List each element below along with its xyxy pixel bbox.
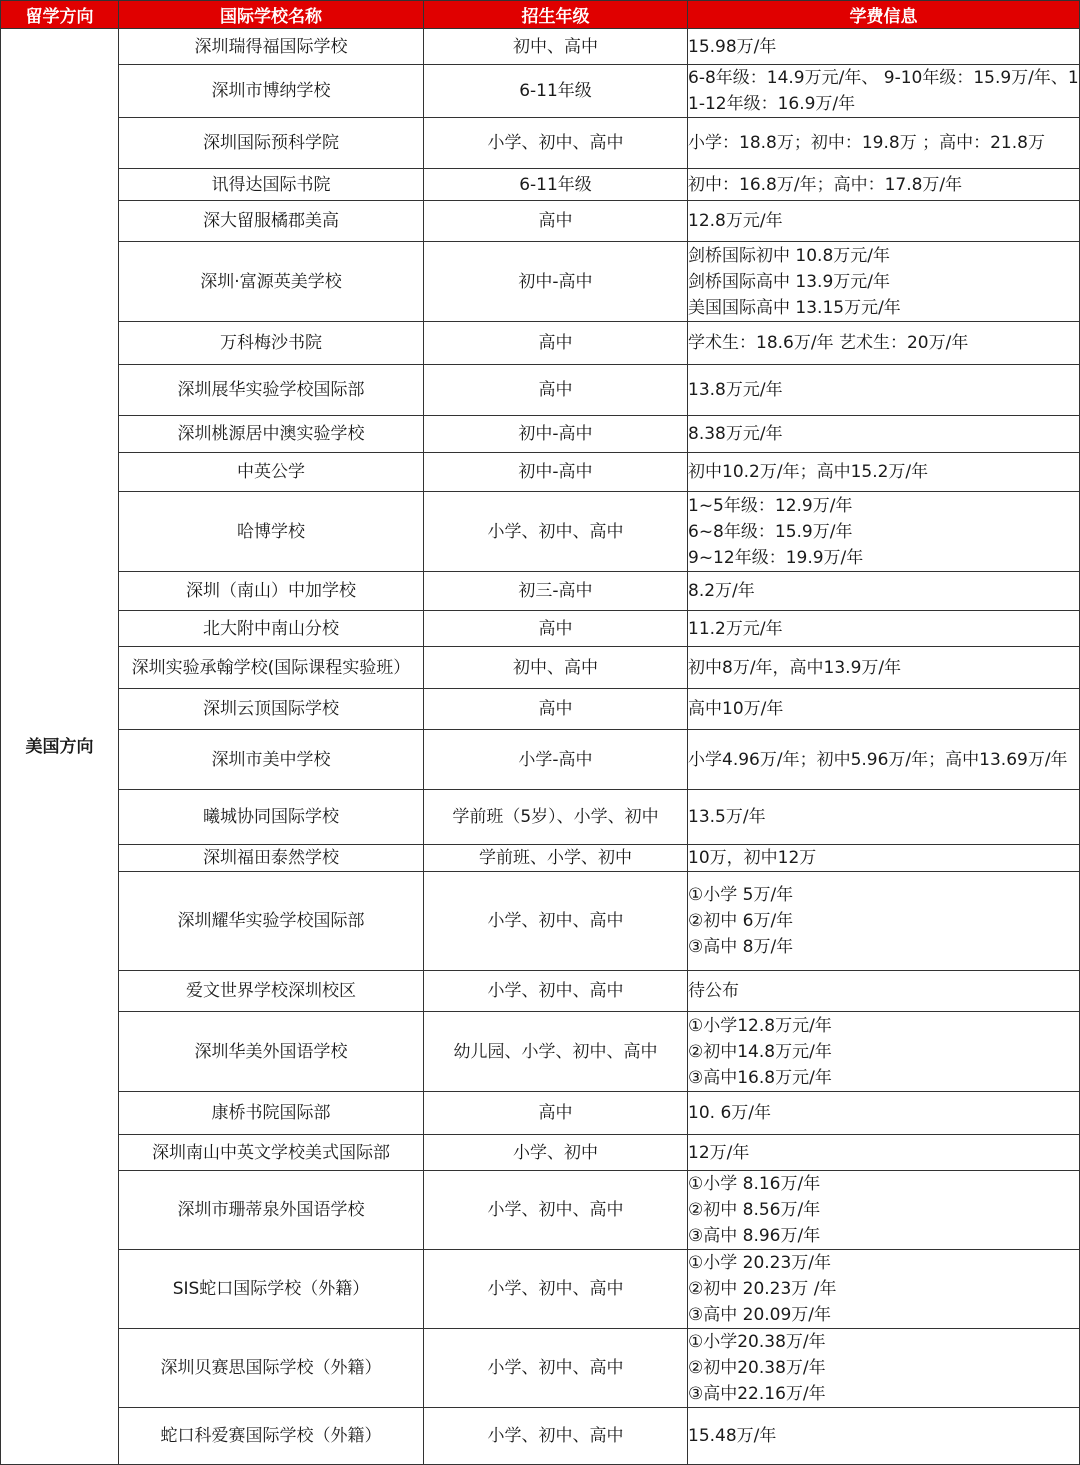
grades-cell: 6-11年级 bbox=[424, 169, 688, 201]
tuition-line: 9~12年级：19.9万/年 bbox=[688, 547, 864, 568]
table-row bbox=[1, 65, 1080, 118]
tuition-line: 15.48万/年 bbox=[688, 1426, 777, 1446]
school-name-cell: 曦城协同国际学校 bbox=[119, 790, 424, 845]
table-row bbox=[1, 1171, 1080, 1250]
tuition-cell bbox=[688, 647, 1080, 689]
school-name-cell: 深圳实验承翰学校(国际课程实验班） bbox=[119, 647, 424, 689]
tuition-cell bbox=[688, 365, 1080, 416]
tuition-line: 8.2万/年 bbox=[688, 581, 755, 601]
tuition-line: 初中8万/年，高中13.9万/年 bbox=[688, 657, 902, 678]
tuition-cell bbox=[688, 416, 1080, 453]
school-name-cell: 深圳·富源英美学校 bbox=[119, 242, 424, 322]
school-name-cell: 深圳华美外国语学校 bbox=[119, 1012, 424, 1092]
school-name-cell: 深圳瑞得福国际学校 bbox=[119, 29, 424, 65]
grades-cell: 初中-高中 bbox=[424, 416, 688, 453]
table-row bbox=[1, 1250, 1080, 1329]
tuition-line: 10. 6万/年 bbox=[688, 1103, 771, 1123]
tuition-line: 15.98万/年 bbox=[688, 36, 777, 57]
grades-cell: 小学、初中、高中 bbox=[424, 1250, 688, 1329]
tuition-cell bbox=[688, 322, 1080, 365]
tuition-line: 小学4.96万/年；初中5.96万/年；高中13.69万/年 bbox=[688, 749, 1068, 770]
tuition-line: 美国国际高中 13.15万元/年 bbox=[688, 297, 901, 318]
tuition-line: ③高中16.8万元/年 bbox=[688, 1067, 832, 1088]
table-row bbox=[1, 242, 1080, 322]
header-row bbox=[1, 1, 1080, 29]
tuition-cell bbox=[688, 1012, 1080, 1092]
grades-cell: 初三-高中 bbox=[424, 572, 688, 611]
school-name-cell: 深圳贝赛思国际学校（外籍） bbox=[119, 1329, 424, 1408]
school-name-cell: 深圳福田泰然学校 bbox=[119, 845, 424, 872]
table-row bbox=[1, 790, 1080, 845]
grades-cell: 小学-高中 bbox=[424, 730, 688, 790]
grades-cell: 高中 bbox=[424, 611, 688, 647]
table-row bbox=[1, 453, 1080, 492]
tuition-cell bbox=[688, 1135, 1080, 1171]
tuition-cell bbox=[688, 201, 1080, 242]
tuition-line: 11.2万元/年 bbox=[688, 618, 783, 639]
tuition-line: ③高中 8万/年 bbox=[688, 937, 794, 957]
school-name-cell: 蛇口科爱赛国际学校（外籍） bbox=[119, 1408, 424, 1465]
tuition-line: 待公布 bbox=[688, 981, 739, 1001]
grades-cell: 小学、初中、高中 bbox=[424, 118, 688, 169]
tuition-cell bbox=[688, 118, 1080, 169]
tuition-cell bbox=[688, 1250, 1080, 1329]
tuition-line: ②初中 8.56万/年 bbox=[688, 1200, 821, 1220]
tuition-cell bbox=[688, 453, 1080, 492]
tuition-line: 学术生：18.6万/年 艺术生：20万/年 bbox=[688, 333, 969, 353]
grades-cell: 初中-高中 bbox=[424, 453, 688, 492]
tuition-line: 剑桥国际高中 13.9万元/年 bbox=[688, 271, 890, 292]
grades-cell: 初中、高中 bbox=[424, 647, 688, 689]
school-name-cell: 深圳市博纳学校 bbox=[119, 65, 424, 118]
tuition-line: 10万，初中12万 bbox=[688, 848, 817, 868]
grades-cell: 小学、初中、高中 bbox=[424, 872, 688, 971]
tuition-line: ③高中22.16万/年 bbox=[688, 1384, 826, 1404]
tuition-line: 12.8万元/年 bbox=[688, 211, 783, 231]
school-name-cell: 哈博学校 bbox=[119, 492, 424, 572]
table-row bbox=[1, 1012, 1080, 1092]
tuition-cell bbox=[688, 730, 1080, 790]
tuition-cell bbox=[688, 872, 1080, 971]
grades-cell: 高中 bbox=[424, 689, 688, 730]
table-row bbox=[1, 322, 1080, 365]
grades-cell: 高中 bbox=[424, 365, 688, 416]
header-direction: 留学方向 bbox=[1, 1, 119, 29]
table-row bbox=[1, 492, 1080, 572]
tuition-line: 小学：18.8万；初中：19.8万 ；高中：21.8万 bbox=[688, 133, 1045, 153]
school-name-cell: 深圳桃源居中澳实验学校 bbox=[119, 416, 424, 453]
table-body bbox=[1, 29, 1080, 1465]
grades-cell: 学前班、小学、初中 bbox=[424, 845, 688, 872]
tuition-line: 剑桥国际初中 10.8万元/年 bbox=[688, 245, 890, 266]
tuition-line: 高中10万/年 bbox=[688, 699, 784, 719]
grades-cell: 小学、初中、高中 bbox=[424, 971, 688, 1012]
tuition-cell bbox=[688, 572, 1080, 611]
grades-cell: 幼儿园、小学、初中、高中 bbox=[424, 1012, 688, 1092]
table-row bbox=[1, 647, 1080, 689]
tuition-line: 1~5年级：12.9万/年 bbox=[688, 495, 853, 516]
grades-cell: 6-11年级 bbox=[424, 65, 688, 118]
tuition-cell bbox=[688, 1171, 1080, 1250]
tuition-cell bbox=[688, 65, 1080, 118]
school-name-cell: 爱文世界学校深圳校区 bbox=[119, 971, 424, 1012]
table-row bbox=[1, 1092, 1080, 1135]
tuition-line: ②初中 6万/年 bbox=[688, 911, 794, 931]
school-name-cell: 深圳耀华实验学校国际部 bbox=[119, 872, 424, 971]
table-row bbox=[1, 29, 1080, 65]
tuition-line: ①小学20.38万/年 bbox=[688, 1332, 826, 1352]
school-name-cell: 深圳国际预科学院 bbox=[119, 118, 424, 169]
school-name-cell: 深圳云顶国际学校 bbox=[119, 689, 424, 730]
tuition-line: ②初中20.38万/年 bbox=[688, 1358, 826, 1378]
tuition-cell bbox=[688, 689, 1080, 730]
tuition-line: 6-8年级：14.9万元/年、 9-10年级：15.9万/年、11-12年级：16.9万/年 bbox=[688, 68, 1079, 114]
school-name-cell: 深圳（南山）中加学校 bbox=[119, 572, 424, 611]
table-row bbox=[1, 416, 1080, 453]
tuition-line: 8.38万元/年 bbox=[688, 424, 783, 444]
header-tuition: 学费信息 bbox=[688, 1, 1080, 29]
school-name-cell: 北大附中南山分校 bbox=[119, 611, 424, 647]
direction-cell: 美国方向 bbox=[1, 29, 119, 1465]
grades-cell: 初中、高中 bbox=[424, 29, 688, 65]
tuition-cell bbox=[688, 971, 1080, 1012]
grades-cell: 学前班（5岁）、小学、初中 bbox=[424, 790, 688, 845]
header-grades: 招生年级 bbox=[424, 1, 688, 29]
tuition-line: ①小学 20.23万/年 bbox=[688, 1253, 832, 1273]
tuition-cell bbox=[688, 845, 1080, 872]
tuition-line: 13.5万/年 bbox=[688, 807, 766, 827]
school-name-cell: 万科梅沙书院 bbox=[119, 322, 424, 365]
table-row bbox=[1, 572, 1080, 611]
table-row bbox=[1, 730, 1080, 790]
tuition-line: ①小学12.8万元/年 bbox=[688, 1015, 832, 1036]
tuition-cell bbox=[688, 1092, 1080, 1135]
table-row bbox=[1, 689, 1080, 730]
table-row bbox=[1, 971, 1080, 1012]
tuition-line: ②初中 20.23万 /年 bbox=[688, 1279, 837, 1299]
tuition-line: ①小学 5万/年 bbox=[688, 885, 794, 905]
school-name-cell: 讯得达国际书院 bbox=[119, 169, 424, 201]
table-row bbox=[1, 1329, 1080, 1408]
grades-cell: 小学、初中、高中 bbox=[424, 492, 688, 572]
table-row bbox=[1, 118, 1080, 169]
tuition-line: 初中：16.8万/年；高中：17.8万/年 bbox=[688, 174, 963, 195]
school-name-cell: 深圳展华实验学校国际部 bbox=[119, 365, 424, 416]
school-name-cell: 康桥书院国际部 bbox=[119, 1092, 424, 1135]
school-name-cell: 深圳市美中学校 bbox=[119, 730, 424, 790]
school-name-cell: 深圳市珊蒂泉外国语学校 bbox=[119, 1171, 424, 1250]
tuition-line: 12万/年 bbox=[688, 1142, 750, 1163]
tuition-cell bbox=[688, 29, 1080, 65]
table-row bbox=[1, 872, 1080, 971]
tuition-line: ①小学 8.16万/年 bbox=[688, 1174, 821, 1194]
tuition-cell bbox=[688, 1329, 1080, 1408]
school-name-cell: 中英公学 bbox=[119, 453, 424, 492]
tuition-cell bbox=[688, 169, 1080, 201]
grades-cell: 高中 bbox=[424, 322, 688, 365]
tuition-cell bbox=[688, 242, 1080, 322]
tuition-cell bbox=[688, 492, 1080, 572]
table-row bbox=[1, 611, 1080, 647]
tuition-line: 初中10.2万/年；高中15.2万/年 bbox=[688, 462, 929, 482]
tuition-line: 6~8年级：15.9万/年 bbox=[688, 521, 853, 542]
tuition-line: ③高中 8.96万/年 bbox=[688, 1226, 821, 1246]
tuition-cell bbox=[688, 790, 1080, 845]
tuition-line: ③高中 20.09万/年 bbox=[688, 1305, 832, 1325]
header-school-name: 国际学校名称 bbox=[119, 1, 424, 29]
grades-cell: 高中 bbox=[424, 201, 688, 242]
grades-cell: 小学、初中、高中 bbox=[424, 1329, 688, 1408]
table-row bbox=[1, 1135, 1080, 1171]
table-row bbox=[1, 201, 1080, 242]
table-row bbox=[1, 169, 1080, 201]
grades-cell: 小学、初中、高中 bbox=[424, 1171, 688, 1250]
school-name-cell: SIS蛇口国际学校（外籍） bbox=[119, 1250, 424, 1329]
tuition-cell bbox=[688, 1408, 1080, 1465]
grades-cell: 小学、初中 bbox=[424, 1135, 688, 1171]
table-row bbox=[1, 845, 1080, 872]
tuition-line: ②初中14.8万元/年 bbox=[688, 1041, 832, 1062]
table-row bbox=[1, 365, 1080, 416]
school-name-cell: 深大留服橘郡美高 bbox=[119, 201, 424, 242]
grades-cell: 初中-高中 bbox=[424, 242, 688, 322]
grades-cell: 高中 bbox=[424, 1092, 688, 1135]
tuition-line: 13.8万元/年 bbox=[688, 380, 783, 400]
grades-cell: 小学、初中、高中 bbox=[424, 1408, 688, 1465]
tuition-cell bbox=[688, 611, 1080, 647]
table-row bbox=[1, 1408, 1080, 1465]
school-name-cell: 深圳南山中英文学校美式国际部 bbox=[119, 1135, 424, 1171]
